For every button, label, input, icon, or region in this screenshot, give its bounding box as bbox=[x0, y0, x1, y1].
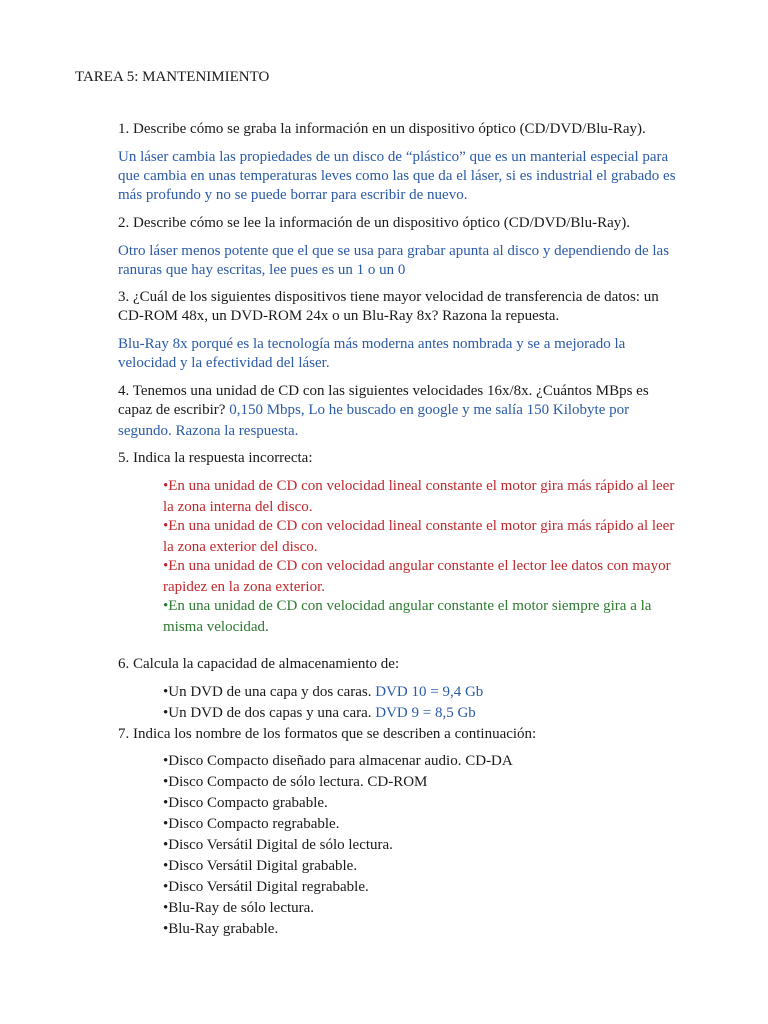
option-1-line-1: •En una unidad de CD con velocidad lineal constante el motor gira más rápido al leer bbox=[163, 478, 675, 494]
question-1: 1. Describe cómo se graba la información en un dispositivo óptico (CD/DVD/Blu-Ray). bbox=[118, 121, 646, 137]
q7-item-6: •Disco Versátil Digital grabable. bbox=[163, 858, 358, 874]
q6-item-2-answer: DVD 9 = 8,5 Gb bbox=[375, 705, 476, 721]
q6-item-1-answer: DVD 10 = 9,4 Gb bbox=[375, 684, 484, 700]
document-title: TAREA 5: MANTENIMIENTO bbox=[75, 69, 270, 85]
option-4-line-2: misma velocidad. bbox=[163, 619, 269, 635]
q7-item-3: •Disco Compacto grabable. bbox=[163, 795, 328, 811]
q7-item-5: •Disco Versátil Digital de sólo lectura. bbox=[163, 837, 393, 853]
q6-item-2-text: •Un DVD de dos capas y una cara. bbox=[163, 705, 376, 721]
option-2-line-1: •En una unidad de CD con velocidad lineal constante el motor gira más rápido al leer bbox=[163, 518, 675, 534]
q7-item-1: •Disco Compacto diseñado para almacenar audio. CD-DA bbox=[163, 753, 513, 769]
q7-item-7: •Disco Versátil Digital regrabable. bbox=[163, 879, 369, 895]
q6-item-1 bbox=[163, 682, 483, 702]
question-6: 6. Calcula la capacidad de almacenamiento de: bbox=[118, 656, 400, 672]
answer-1-line-2: que cambia en unas temperaturas leves como las que da el láser, si es industrial el grabado es bbox=[118, 168, 676, 184]
answer-2-line-1: Otro láser menos potente que el que se usa para grabar apunta al disco y dependiendo de las bbox=[118, 243, 670, 259]
q7-item-4: •Disco Compacto regrabable. bbox=[163, 816, 340, 832]
question-7: 7. Indica los nombre de los formatos que se describen a continuación: bbox=[118, 726, 537, 742]
option-3-line-2: rapidez en la zona exterior. bbox=[163, 579, 325, 595]
question-4-line-2 bbox=[118, 400, 629, 420]
answer-1-line-3: más profundo y no se puede borrar para escribir de nuevo. bbox=[118, 187, 468, 203]
question-3-line-1: 3. ¿Cuál de los siguientes dispositivos tiene mayor velocidad de transferencia de datos: un bbox=[118, 289, 659, 305]
answer-3-line-2: velocidad y la efectividad del láser. bbox=[118, 355, 330, 371]
option-1-line-2: la zona interna del disco. bbox=[163, 499, 313, 515]
option-3-line-1: •En una unidad de CD con velocidad angular constante el lector lee datos con mayor bbox=[163, 558, 671, 574]
question-5: 5. Indica la respuesta incorrecta: bbox=[118, 450, 313, 466]
answer-2-line-2: ranuras que hay escritas, lee pues es un 1 o un 0 bbox=[118, 262, 406, 278]
q6-item-2 bbox=[163, 703, 476, 723]
option-4-line-1: •En una unidad de CD con velocidad angular constante el motor siempre gira a la bbox=[163, 598, 652, 614]
answer-1-line-1: Un láser cambia las propiedades de un disco de “plástico” que es un manterial especial para bbox=[118, 149, 669, 165]
q7-item-2: •Disco Compacto de sólo lectura. CD-ROM bbox=[163, 774, 428, 790]
answer-4-inline: 0,150 Mbps, Lo he buscado en google y me salía 150 Kilobyte por bbox=[229, 402, 630, 418]
question-4-line-1: 4. Tenemos una unidad de CD con las siguientes velocidades 16x/8x. ¿Cuántos MBps es bbox=[118, 383, 649, 399]
question-2: 2. Describe cómo se lee la información de un dispositivo óptico (CD/DVD/Blu-Ray). bbox=[118, 215, 630, 231]
q6-item-1-text: •Un DVD de una capa y dos caras. bbox=[163, 684, 376, 700]
question-4-text: capaz de escribir? bbox=[118, 402, 230, 418]
option-2-line-2: la zona exterior del disco. bbox=[163, 539, 318, 555]
answer-4-line-2: segundo. Razona la respuesta. bbox=[118, 423, 299, 439]
q7-item-9: •Blu-Ray grabable. bbox=[163, 921, 279, 937]
question-3-line-2: CD-ROM 48x, un DVD-ROM 24x o un Blu-Ray 8x? Razona la repuesta. bbox=[118, 308, 560, 324]
q7-item-8: •Blu-Ray de sólo lectura. bbox=[163, 900, 315, 916]
answer-3-line-1: Blu-Ray 8x porqué es la tecnología más moderna antes nombrada y se a mejorado la bbox=[118, 336, 626, 352]
